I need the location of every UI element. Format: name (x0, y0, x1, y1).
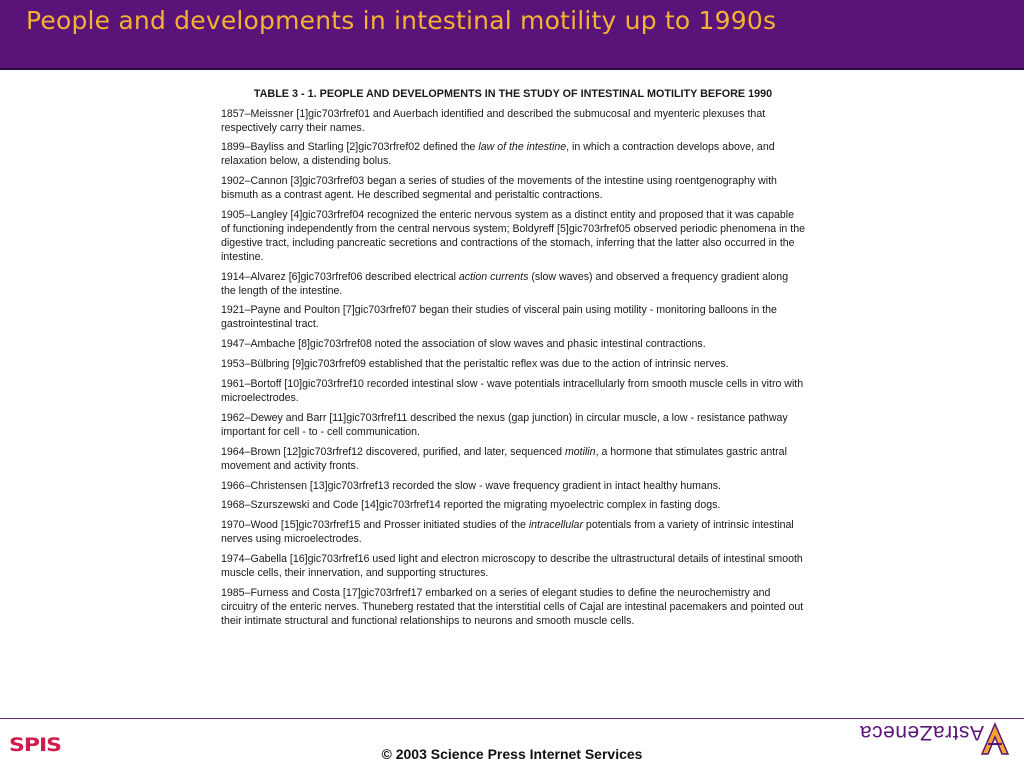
entry-text: 1899–Bayliss and Starling [2]gic703rfref02 defined the (221, 141, 479, 154)
entry-text: 1968–Szurszewski and Code [14]gic703rfref14 reported the migrating myoelectric complex in fasting dogs. (221, 499, 721, 512)
astrazeneca-wordmark: AstraZeneca (859, 721, 984, 744)
list-item (221, 553, 805, 581)
entry-text: 1914–Alvarez [6]gic703rfref06 described electrical (221, 270, 459, 283)
entry-text: 1921–Payne and Poulton [7]gic703rfref07 began their studies of visceral pain using motility - monitoring balloons in the gastrointestinal tract. (221, 304, 777, 331)
entry-text: 1953–Bülbring [9]gic703rfref09 established that the peristaltic reflex was due to the action of intrinsic nerves. (221, 358, 729, 371)
list-item (221, 141, 805, 169)
list-item (221, 108, 805, 136)
table-content (221, 88, 805, 635)
entry-text-continued: , a hormone that stimulates gastric antral movement and activity fronts. (221, 445, 787, 472)
list-item (221, 358, 805, 372)
list-item (221, 446, 805, 474)
list-item (221, 587, 805, 629)
entry-italic-term: intracellular (528, 519, 583, 532)
list-item (221, 480, 805, 494)
copyright-text: © 2003 Science Press Internet Services (381, 746, 643, 762)
entries-list (221, 108, 805, 629)
entry-text: 1964–Brown [12]gic703rfref12 discovered, purified, and later, sequenced (221, 445, 565, 458)
entry-text-continued: , in which a contraction develops above, and relaxation below, a distending bolus. (221, 141, 775, 168)
entry-text: 1985–Furness and Costa [17]gic703rfref17 embarked on a series of elegant studies to define the neurochemistry and circuitry of the enteric nerves. Thuneberg restated that the interstitial cells of Cajal are intestinal pacemakers and pointed out their intimate structural and functional relationships to neurons and smooth muscle cells. (221, 586, 804, 627)
list-item (221, 338, 805, 352)
entry-text: 1974–Gabella [16]gic703rfref16 used light and electron microscopy to describe the ultrastructural details of intestinal smooth muscle cells, their innervation, and supporting structures. (221, 553, 803, 580)
entry-text: 1905–Langley [4]gic703rfref04 recognized the enteric nervous system as a distinct entity and proposed that it was capable of functioning independently from the central nervous system; Boldyreff [5]gic703rfref05 observed periodic phenomena in the digestive tract, including pancreatic secretions and contractions of the stomach, inferring that the latter also occurred in the intestine. (221, 209, 805, 263)
list-item (221, 271, 805, 299)
entry-text: 1970–Wood [15]gic703rfref15 and Prosser initiated studies of the (221, 519, 529, 532)
list-item (221, 175, 805, 203)
entry-text: 1857–Meissner [1]gic703rfref01 and Auerbach identified and described the submucosal and myenteric plexuses that respectively carry their names. (221, 107, 766, 134)
entry-italic-term: motilin (564, 445, 596, 458)
list-item (221, 519, 805, 547)
spis-logo: SPIS (9, 735, 61, 757)
entry-text: 1961–Bortoff [10]gic703rfref10 recorded intestinal slow - wave potentials intracellularly from smooth muscle cells in vitro with microelectrodes. (221, 378, 804, 404)
astrazeneca-symbol-icon (980, 722, 1010, 756)
list-item (221, 209, 805, 265)
entry-text-continued: (slow waves) and observed a frequency gradient along the length of the intestine. (221, 270, 789, 297)
astrazeneca-logo (859, 718, 1018, 758)
list-item (221, 499, 805, 513)
list-item (221, 378, 805, 406)
entry-text: 1966–Christensen [13]gic703rfref13 recorded the slow - wave frequency gradient in intact healthy humans. (221, 479, 721, 492)
entry-italic-term: law of the intestine (478, 141, 567, 154)
list-item (221, 412, 805, 440)
slide-title: People and developments in intestinal motility up to 1990s (26, 6, 777, 35)
entry-text: 1902–Cannon [3]gic703rfref03 began a series of studies of the movements of the intestine using roentgenography with bismuth as a contrast agent. He described segmental and peristaltic contractions. (221, 175, 777, 202)
entry-text: 1962–Dewey and Barr [11]gic703rfref11 described the nexus (gap junction) in circular muscle, a low - resistance pathway important for cell - to - cell communication. (221, 411, 788, 438)
header-bar (0, 0, 1024, 70)
entry-italic-term: action currents (458, 270, 529, 283)
entry-text: 1947–Ambache [8]gic703rfref08 noted the association of slow waves and phasic intestinal contractions. (221, 338, 706, 351)
table-title: TABLE 3 - 1. PEOPLE AND DEVELOPMENTS IN THE STUDY OF INTESTINAL MOTILITY BEFORE 1990 (253, 88, 773, 100)
list-item (221, 304, 805, 332)
entry-text-continued: potentials from a variety of intrinsic intestinal nerves using microelectrodes. (221, 519, 794, 546)
